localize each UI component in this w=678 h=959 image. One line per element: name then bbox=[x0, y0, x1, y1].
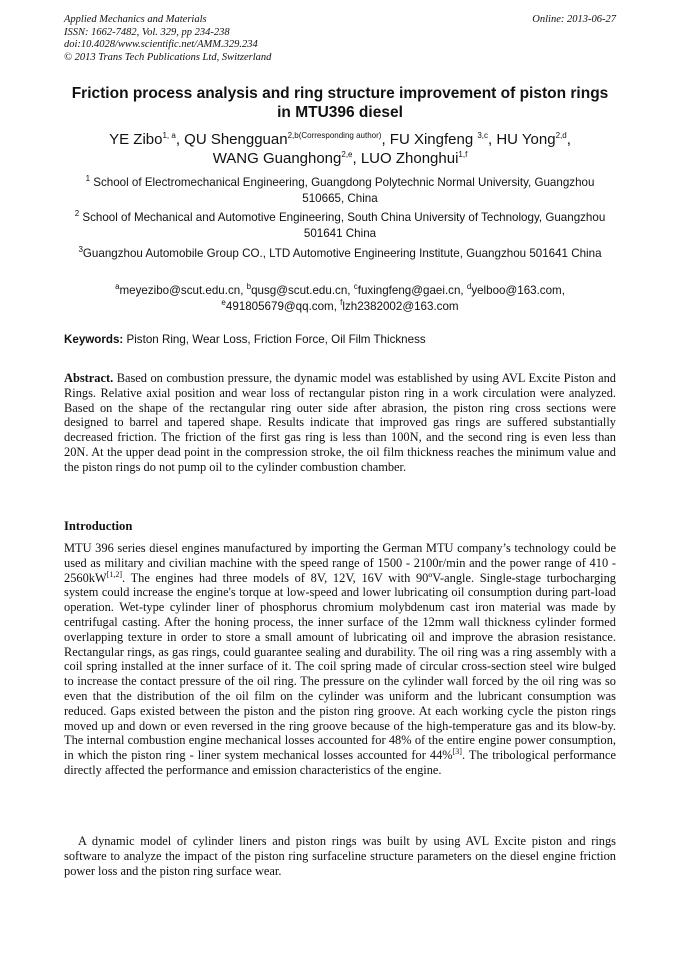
affiliation-1: $^1$ School of Electromechanical Engineering, Guangdong Polytechnic Normal University, Guangzhou 510665, China bbox=[85, 174, 595, 205]
section-heading-introduction: Introduction bbox=[64, 519, 133, 533]
issn-line: ISSN: 1662-7482, Vol. 329, pp 234-238 bbox=[64, 26, 230, 38]
introduction-paragraph-1: MTU 396 series diesel engines manufactured by importing the German MTU company’s technology could be used as military and civilian machine with the speed range of 1500 - 2100r/min and the power range of 410 - 2560kW[1,2]. The engines had three models of 8V, 12V, 16V with 90ºV-angle. Single-stage turbocharging system could increase the engine's torque at low-speed and lower lubricating oil consumption during part-load operation. Wet-type cylinder liner of phosphorus chromium molybdenum cast iron material was made by centrifugal casting. After the honing process, the inner surface of the 12mm wall thickness cylinder formed overlapping texture in order to store a small amount of lubricating oil and improve the abrasion resistance. Rectangular rings, as gas rings, could guarantee sealing and durability. The oil ring was a ring assembly with a coil spring installed at the inner surface of it. The coil spring made of circular cross-section steel wire bulged to increase the contact pressure of the oil ring. The pressure on the cylinder wall forced by the oil ring was so even that the distribution of the oil film on the cylinder was uniform and the lubricant consumption was reduced. Gaps existed between the piston and the piston ring groove. At each working cycle the piston rings moved up and down or even reversed in the ring groove because of the high-temperature gas and its blow-by. The internal combustion engine mechanical losses accounted for 48% of the entire engine power consumption, in which the piston ring - liner system mechanical losses accounted for 44%[3]. The tribological performance directly affected the performance and emission characteristics of the engine. bbox=[64, 541, 616, 777]
citation[interactable]: [3] bbox=[452, 747, 462, 757]
author: HU Yong$^{2,d}$, bbox=[496, 131, 571, 148]
affiliation-3: $^3$Guangzhou Automobile Group CO., LTD Automotive Engineering Institute, Guangzhou 501641 China bbox=[78, 245, 602, 260]
email[interactable]: $^c$fuxingfeng@gaei.cn, bbox=[353, 282, 467, 297]
author: YE Zibo$^{1, a}$, bbox=[109, 131, 185, 148]
author-emails bbox=[64, 283, 616, 314]
online-date: Online: 2013-06-27 bbox=[532, 14, 616, 25]
email[interactable]: $^f$lzh2382002@163.com bbox=[340, 297, 459, 313]
keywords bbox=[64, 333, 616, 346]
abstract-text: Based on combustion pressure, the dynamic model was established by using AVL Excite Piston and Rings. Relative axial position and wear loss of rectangular piston ring in a work circulation were analyzed. Based on the shape of the rectangular ring outer side after abrasion, the piston ring cross sections were designed to barrel and tapered shape. Results indicate that improved gas rings are suffered substantially decreased friction. The friction of the first gas ring is less than 100N, and the second ring is even less than 20N. At the upper dead point in the compression stroke, the oil film thickness reaches the minimum value and the piston rings do not pump oil to the cylinder combustion chamber. bbox=[64, 371, 616, 474]
journal-name: Applied Mechanics and Materials bbox=[64, 14, 207, 25]
email[interactable]: $^e$491805679@qq.com, bbox=[221, 297, 341, 313]
publication-header bbox=[64, 14, 616, 64]
author: WANG Guanghong$^{2,e}$, bbox=[212, 150, 361, 167]
abstract bbox=[64, 371, 616, 475]
keywords-text: Piston Ring, Wear Loss, Friction Force, Oil Film Thickness bbox=[123, 333, 426, 346]
introduction-paragraph-2: A dynamic model of cylinder liners and piston rings was built by using AVL Excite piston and rings software to analyze the impact of the piston ring surfaceline structure parameters on the diesel engine friction power loss and the piston ring surface wear. bbox=[64, 834, 616, 878]
paper-title: Friction process analysis and ring structure improvement of piston rings in MTU396 diesel bbox=[71, 85, 609, 121]
author-list bbox=[64, 130, 616, 168]
email[interactable]: $^a$meyezibo@scut.edu.cn, bbox=[115, 282, 247, 297]
copyright-line: © 2013 Trans Tech Publications Ltd, Switzerland bbox=[64, 51, 272, 63]
email[interactable]: $^b$qusg@scut.edu.cn, bbox=[246, 282, 354, 297]
author: FU Xingfeng $^{3,c}$, bbox=[389, 131, 497, 148]
abstract-label: Abstract. bbox=[64, 371, 114, 385]
keywords-label: Keywords: bbox=[64, 333, 124, 346]
affiliation-2: $^2$ School of Mechanical and Automotive Engineering, South China University of Technology, Guangzhou 501641 China bbox=[74, 209, 606, 240]
citation[interactable]: [1,2] bbox=[106, 569, 122, 579]
doi-line[interactable]: doi:10.4028/www.scientific.net/AMM.329.234 bbox=[64, 39, 258, 50]
author: LUO Zhonghui$^{1,f}$ bbox=[360, 150, 468, 167]
author: QU Shengguan$^{2,b(Corresponding author)}$, bbox=[184, 131, 390, 148]
email[interactable]: $^d$yelboo@163.com, bbox=[466, 282, 565, 297]
